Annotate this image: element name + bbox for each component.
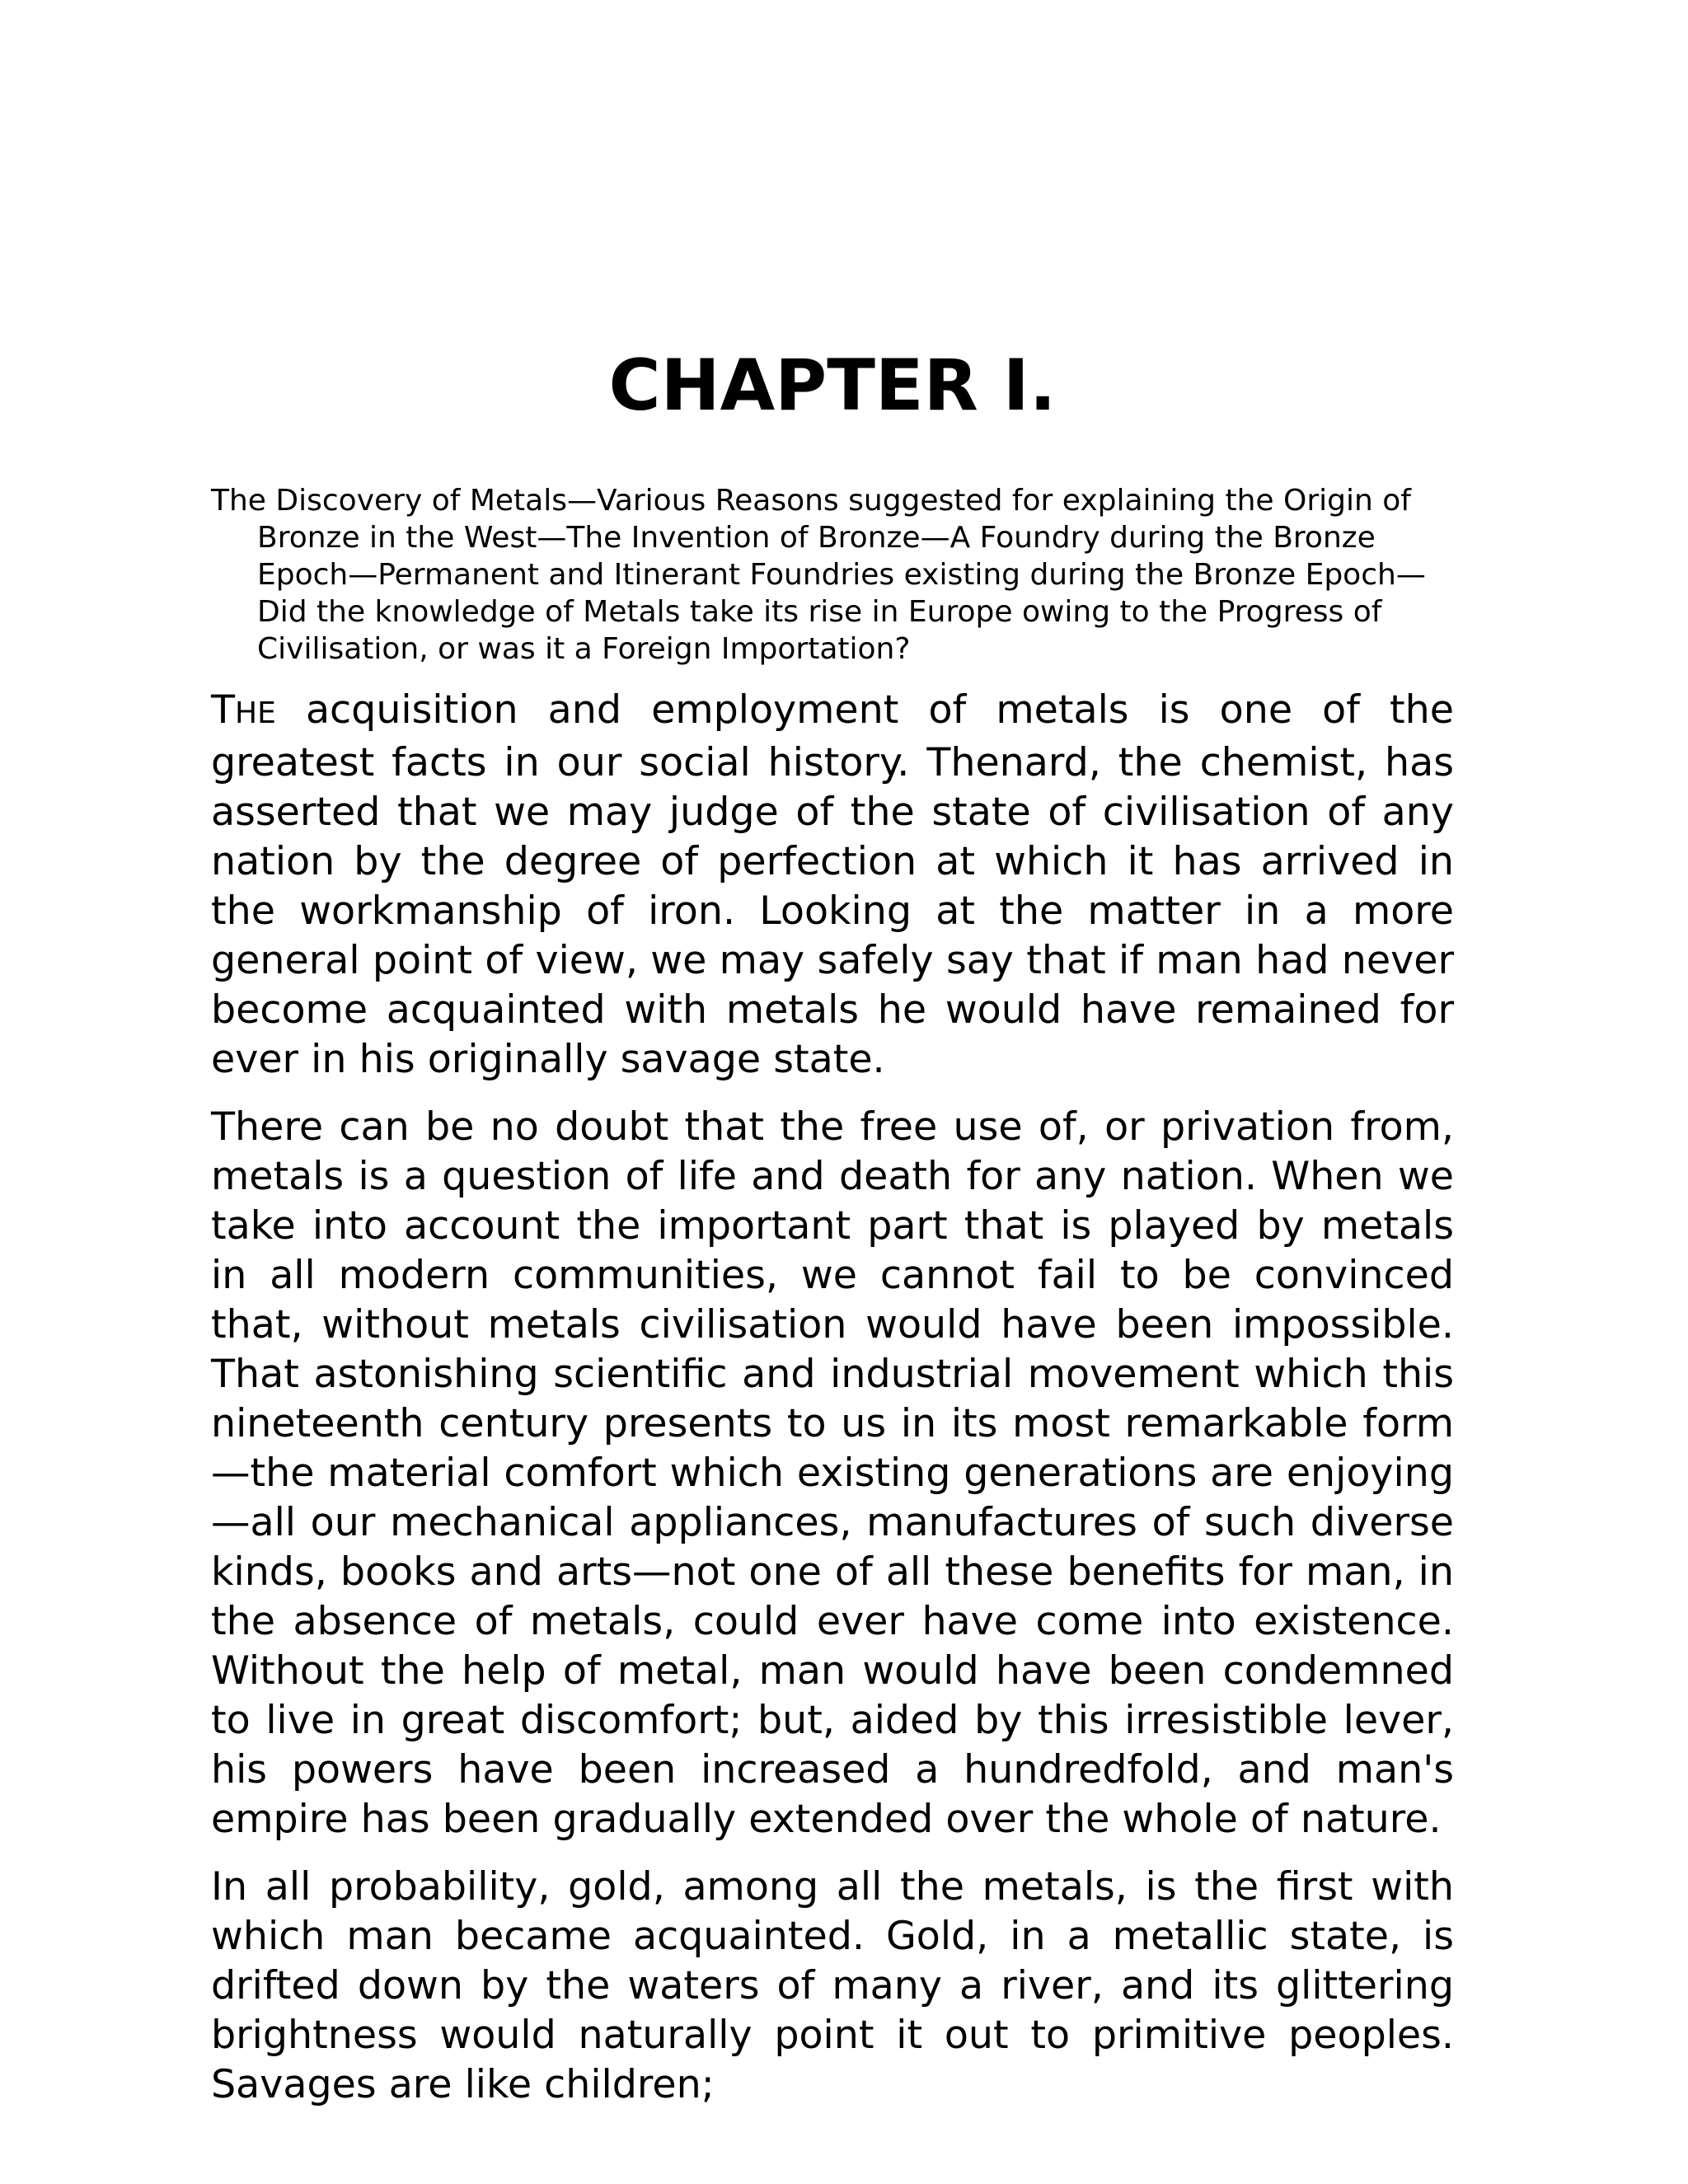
paragraph-1-smallcaps: HE [235, 696, 276, 730]
paragraph-2: There can be no doubt that the free use of, or privation from, metals is a question of life and death for any nation. When we take into account the important part that is played by metals in all modern communities, we cannot fail to be convinced that, without metals civilisation would have been impossible. That astonishing scientific and industrial movement which this nineteenth century presents to us in its most remarkable form—the material comfort which existing generations are enjoying—all our mechanical appliances, manufactures of such diverse kinds, books and arts—not one of all these benefits for man, in the absence of metals, could ever have come into existence. Without the help of metal, man would have been condemned to live in great discomfort; but, aided by this irresistible lever, his powers have been increased a hundredfold, and man's empire has been gradually extended over the whole of nature. [211, 1104, 1454, 1842]
paragraph-1-initial: T [211, 687, 236, 733]
paragraph-1 [211, 686, 1454, 1085]
chapter-title: CHAPTER I. [608, 344, 1057, 427]
paragraph-3: In all probability, gold, among all the metals, is the first with which man became acquainted. Gold, in a metallic state, is drifted down by the waters of many a river, and its glittering brightness would naturally point it out to primitive peoples. Savages are like children; [211, 1864, 1454, 2107]
paragraph-1-text: acquisition and employment of metals is one of the greatest facts in our social history. Thenard, the chemist, has asserted that we may judge of the state of civilisation of any nation by the degree of perfection at which it has arrived in the workmanship of iron. Looking at the matter in a more general point of view, we may safely say that if man had never become acquainted with metals he would have remained for ever in his originally savage state. [211, 687, 1454, 1082]
chapter-body [211, 686, 1454, 2128]
chapter-summary: The Discovery of Metals—Various Reasons suggested for explaining the Origin of Bronze in the West—The Invention of Bronze—A Foundry during the Bronze Epoch—Permanent and Itinerant Foundries existing during the Bronze Epoch—Did the knowledge of Metals take its rise in Europe owing to the Progress of Civilisation, or was it a Foreign Importation? [211, 484, 1426, 666]
